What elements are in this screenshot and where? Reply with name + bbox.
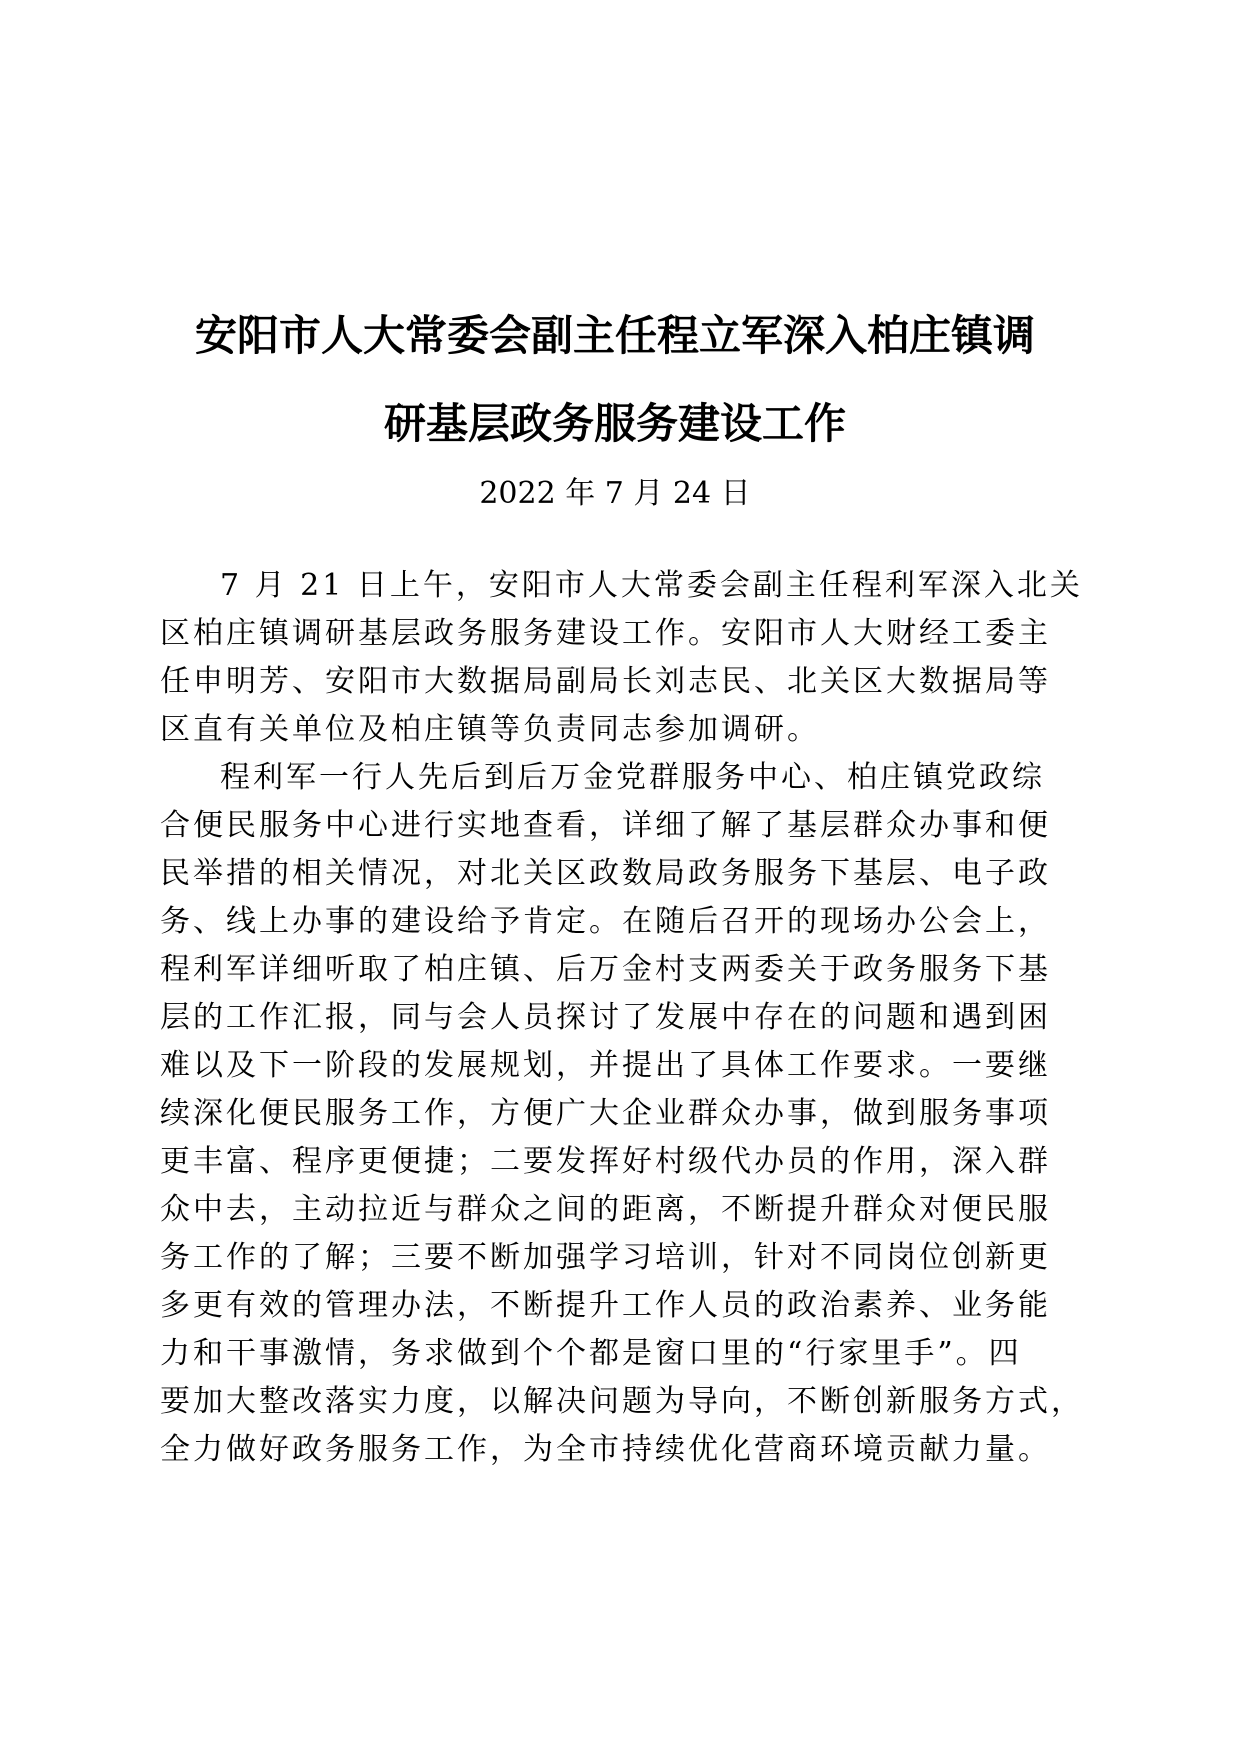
paragraph-line: 层的工作汇报，同与会人员探讨了发展中存在的问题和遇到困 bbox=[160, 1000, 1051, 1035]
title-line-1: 安阳市人大常委会副主任程立军深入柏庄镇调 bbox=[194, 311, 1035, 360]
paragraph-line: 更丰富、程序更便捷；二要发挥好村级代办员的作用，深入群 bbox=[160, 1144, 1051, 1179]
paragraph-line: 全力做好政务服务工作，为全市持续优化营商环境贡献力量。 bbox=[160, 1432, 1051, 1467]
paragraph-line: 难以及下一阶段的发展规划，并提出了具体工作要求。一要继 bbox=[160, 1048, 1051, 1083]
paragraph-line: 任申明芳、安阳市大数据局副局长刘志民、北关区大数据局等 bbox=[160, 664, 1051, 699]
paragraph-line: 民举措的相关情况，对北关区政数局政务服务下基层、电子政 bbox=[160, 856, 1051, 891]
title-line-2: 研基层政务服务建设工作 bbox=[383, 399, 846, 448]
paragraph-line: 务工作的了解；三要不断加强学习培训，针对不同岗位创新更 bbox=[160, 1240, 1051, 1275]
paragraph-line: 力和干事激情，务求做到个个都是窗口里的“行家里手”。四 bbox=[160, 1336, 1022, 1371]
paragraph-line: 要加大整改落实力度，以解决问题为导向，不断创新服务方式， bbox=[160, 1384, 1084, 1419]
paragraph-line: 多更有效的管理办法，不断提升工作人员的政治素养、业务能 bbox=[160, 1288, 1051, 1323]
paragraph-line: 区柏庄镇调研基层政务服务建设工作。安阳市人大财经工委主 bbox=[160, 616, 1051, 651]
publish-date: 2022 年 7 月 24 日 bbox=[479, 476, 751, 511]
paragraph-line: 务、线上办事的建设给予肯定。在随后召开的现场办公会上， bbox=[160, 904, 1051, 939]
paragraph-line: 众中去，主动拉近与群众之间的距离，不断提升群众对便民服 bbox=[160, 1192, 1051, 1227]
paragraph-line: 区直有关单位及柏庄镇等负责同志参加调研。 bbox=[160, 712, 820, 747]
paragraph-line: 程利军详细听取了柏庄镇、后万金村支两委关于政务服务下基 bbox=[160, 952, 1051, 987]
paragraph-line: 续深化便民服务工作，方便广大企业群众办事，做到服务事项 bbox=[160, 1096, 1051, 1131]
paragraph-line: 程利军一行人先后到后万金党群服务中心、柏庄镇党政综 bbox=[220, 760, 1045, 795]
paragraph-line: 7 月 21 日上午，安阳市人大常委会副主任程利军深入北关 bbox=[220, 568, 1083, 603]
paragraph-line: 合便民服务中心进行实地查看，详细了解了基层群众办事和便 bbox=[160, 808, 1051, 843]
